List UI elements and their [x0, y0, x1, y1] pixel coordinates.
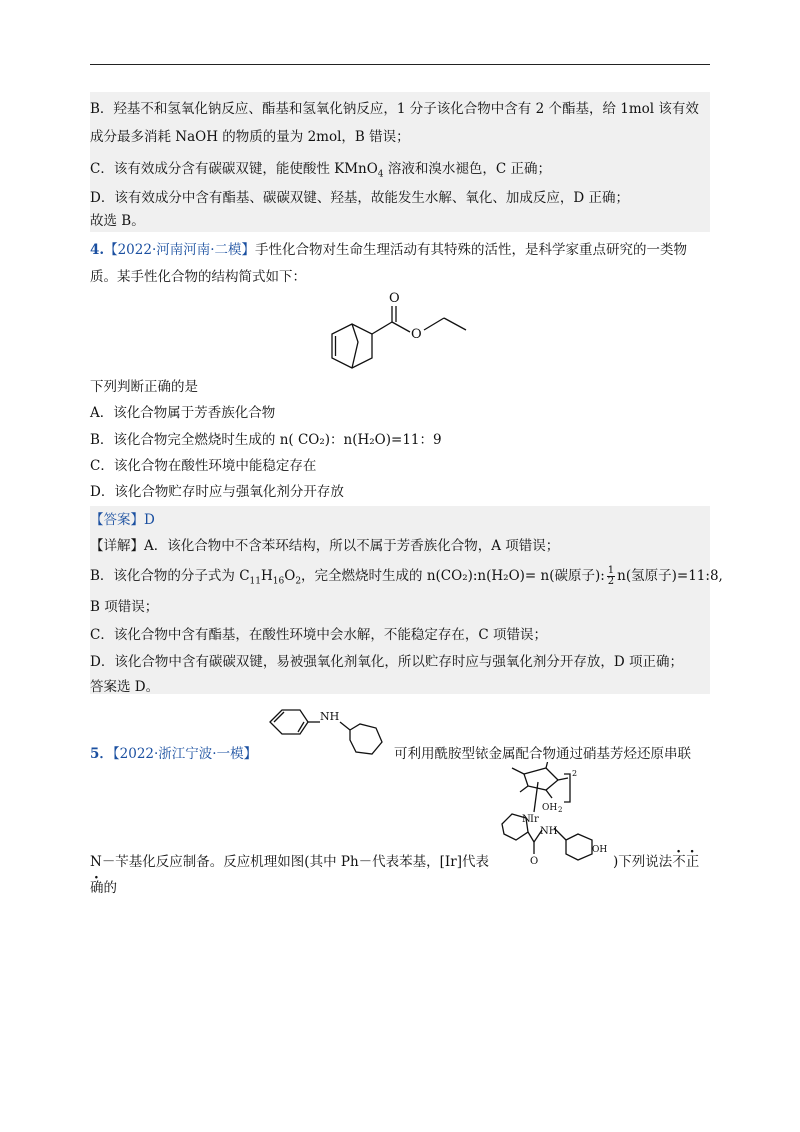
q4-source: 【2022·河南河南·二模】 [104, 242, 256, 258]
q4-answer: 【答案】D [90, 512, 155, 528]
q3-line-b1: B．羟基不和氢氧化钠反应、酯基和氢氧化钠反应，1 分子该化合物中含有 2 个酯基，给 1mol 该有效 [90, 101, 699, 117]
q4-detail-a: 【详解】A．该化合物中不含苯环结构，所以不属于芳香族化合物，A 项错误； [90, 538, 560, 554]
catalyst-oh: OH [592, 845, 608, 855]
q5-stem-line1: 可利用酰胺型铱金属配合物通过硝基芳烃还原串联 [394, 746, 691, 762]
catalyst-n: N [522, 814, 531, 825]
q5-label [90, 744, 257, 764]
q4-carbonyl-oxygen: O [389, 291, 400, 306]
half-fraction: $\frac{1}{2}$ [607, 565, 615, 587]
catalyst-o: O [530, 856, 539, 867]
q4-structure-diagram [320, 286, 480, 386]
catalyst-nh: NH [540, 826, 558, 837]
q4-detail-c: C．该化合物中含有酯基，在酸性环境中会水解，不能稳定存在，C 项错误； [90, 627, 547, 643]
q4-option-d[interactable]: D．该化合物贮存时应与强氧化剂分开存放 [90, 484, 344, 500]
q4-prompt: 下列判断正确的是 [90, 379, 198, 395]
catalyst-ir: Ir [530, 814, 539, 825]
q5-stem-line2-end: )下列说法不正 [613, 854, 700, 870]
q4-detail-d: D．该化合物中含有碳碳双键，易被强氧化剂氧化，所以贮存时应与强氧化剂分开存放，D 项正确； [90, 654, 683, 670]
catalyst-oh2: OH [542, 803, 558, 813]
q5-nh-label: NH [320, 710, 340, 723]
q5-stem-line2: N－苄基化反应制备。反应机理如图(其中 Ph－代表苯基，[Ir]代表 [90, 854, 489, 870]
q5-source: 【2022·浙江宁波·一模】 [112, 746, 258, 762]
q4-number: 4. [90, 242, 105, 258]
q4-detail-b1: B．该化合物的分子式为 $C_{11}H_{16}O_2$，完全燃烧时生成的 n(CO₂):n(H₂O)= n(碳原子): $\frac{1}{2}$ n(氢原子)=11:8, [90, 565, 723, 587]
q3-line-c: C．该有效成分含有碳碳双键，能使酸性 KMnO$_4$ 溶液和溴水褪色，C 正确； [90, 161, 551, 180]
q4-option-a[interactable]: A．该化合物属于芳香族化合物 [90, 405, 276, 421]
catalyst-oh2-sub: 2 [558, 806, 563, 814]
q5-number: 5． [90, 746, 113, 762]
q4-conclusion: 答案选 D。 [90, 679, 160, 695]
q3-line-b2: 成分最多消耗 NaOH 的物质的量为 2mol，B 错误； [90, 129, 410, 145]
q5-catalyst-structure [494, 762, 614, 892]
q3-conclusion: 故选 B。 [90, 213, 145, 229]
header-rule [90, 64, 710, 65]
q5-stem-line3: 确的 [90, 880, 117, 896]
q4-stem-line1: 4.【2022·河南河南·二模】手性化合物对生命生理活动有其特殊的活性，是科学家重点研究的一类物 [90, 242, 688, 258]
q3-line-d: D．该有效成分中含有酯基、碳碳双键、羟基，故能发生水解、氧化、加成反应，D 正确； [90, 190, 629, 206]
q4-detail-b2: B 项错误； [90, 599, 159, 615]
q4-option-b[interactable]: B．该化合物完全燃烧时生成的 n( CO₂)：n(H₂O)=11：9 [90, 432, 442, 448]
catalyst-charge: 2 [572, 769, 578, 778]
q4-option-c[interactable]: C．该化合物在酸性环境中能稳定存在 [90, 458, 317, 474]
q4-ester-oxygen: O [411, 327, 422, 342]
q5-benzylaniline-structure [260, 702, 390, 762]
q4-stem-line2: 质。某手性化合物的结构简式如下： [90, 269, 306, 285]
